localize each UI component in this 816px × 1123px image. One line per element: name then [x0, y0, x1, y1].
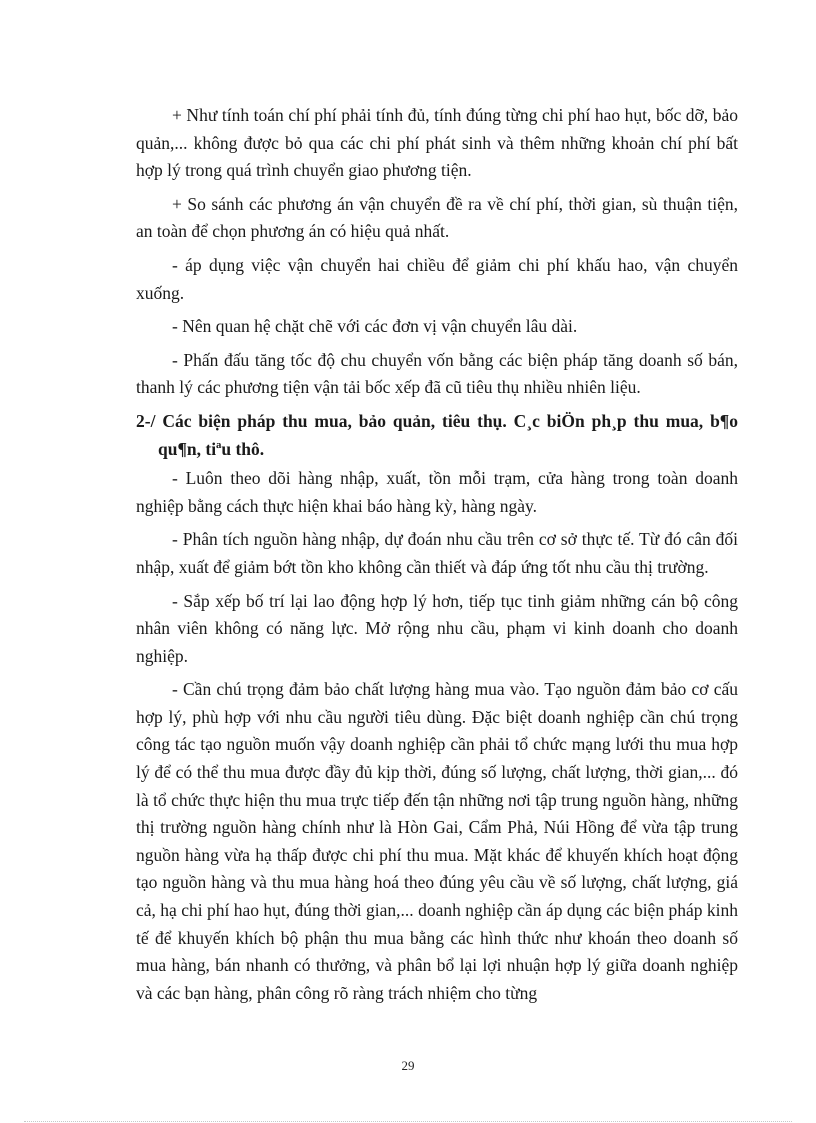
paragraph-cost-calculation: + Như tính toán chí phí phải tính đủ, tính đúng từng chi phí hao hụt, bốc dỡ, bảo quản,... không được bỏ qua các chi phí phát sinh và thêm những khoản chí phí bất hợp lý trong quá trình chuyển giao phương tiện. — [136, 105, 738, 181]
paragraph-labor-arrangement: - Sắp xếp bố trí lại lao động hợp lý hơn, tiếp tục tinh giảm những cán bộ công nhân viên không có năng lực. Mở rộng nhu cầu, phạm vi kinh doanh cho doanh nghiệp. — [136, 590, 738, 666]
section-heading: 2-/ Các biện pháp thu mua, bảo quản, tiêu thụ. C¸c biÖn ph¸p thu mua, b¶o qu¶n, tiªu thô. — [136, 410, 738, 459]
paragraph-capital-turnover: - Phấn đấu tăng tốc độ chu chuyển vốn bằng các biện pháp tăng doanh số bán, thanh lý các phương tiện vận tải bốc xếp đã cũ tiêu thụ nhiều nhiên liệu. — [136, 349, 738, 398]
paragraph-long-term-relations: - Nên quan hệ chặt chẽ với các đơn vị vận chuyển lâu dài. — [172, 316, 578, 337]
page-number: 29 — [401, 1058, 415, 1073]
paragraph-inventory-tracking: - Luôn theo dõi hàng nhập, xuất, tồn mỗi trạm, cửa hàng trong toàn doanh nghiệp bằng cách thực hiện khai báo hàng kỳ, hàng ngày. — [136, 468, 738, 516]
paragraph-source-analysis: - Phân tích nguồn hàng nhập, dự đoán nhu cầu trên cơ sở thực tế. Từ đó cân đối nhập, xuất để giảm bớt tồn kho không cần thiết và đáp ứng tốt nhu cầu thị trường. — [136, 529, 738, 577]
document-body — [136, 102, 738, 1013]
paragraph-two-way-transport: - áp dụng việc vận chuyển hai chiều để giảm chi phí khấu hao, vận chuyển xuống. — [136, 254, 738, 303]
paragraph-compare-options: + So sánh các phương án vận chuyển đề ra về chí phí, thời gian, sù thuận tiện, an toàn để chọn phương án có hiệu quả nhất. — [136, 193, 738, 242]
page-bottom-divider — [24, 1121, 792, 1122]
paragraph-quality-purchasing: - Cần chú trọng đảm bảo chất lượng hàng mua vào. Tạo nguồn đảm bảo cơ cấu hợp lý, phù hợp với nhu cầu người tiêu dùng. Đặc biệt doanh nghiệp cần chú trọng công tác tạo nguồn muốn vậy doanh nghiệp cần phải tổ chức mạng lưới thu mua hợp lý để có thể thu mua được đầy đủ kịp thời, đúng số lượng, chất lượng, thời gian,... đó là tổ chức thực hiện thu mua trực tiếp đến tận những nơi tập trung nguồn hàng, những thị trường nguồn hàng chính như là Hòn Gai, Cẩm Phả, Núi Hồng để vừa tập trung nguồn hàng vừa hạ thấp được chi phí thu mua. Mặt khác để khuyến khích hoạt động tạo nguồn hàng và thu mua hàng hoá theo đúng yêu cầu về số lượng, chất lượng, giá cả, hạ chi phí hao hụt, đúng thời gian,... doanh nghiệp cần áp dụng các biện pháp kinh tế để khuyến khích bộ phận thu mua bằng các hình thức như khoán theo doanh số mua hàng, bán nhanh có thưởng, và phân bổ lại lợi nhuận hợp lý giữa doanh nghiệp và các bạn hàng, phân công rõ ràng trách nhiệm cho từng — [136, 679, 738, 1003]
